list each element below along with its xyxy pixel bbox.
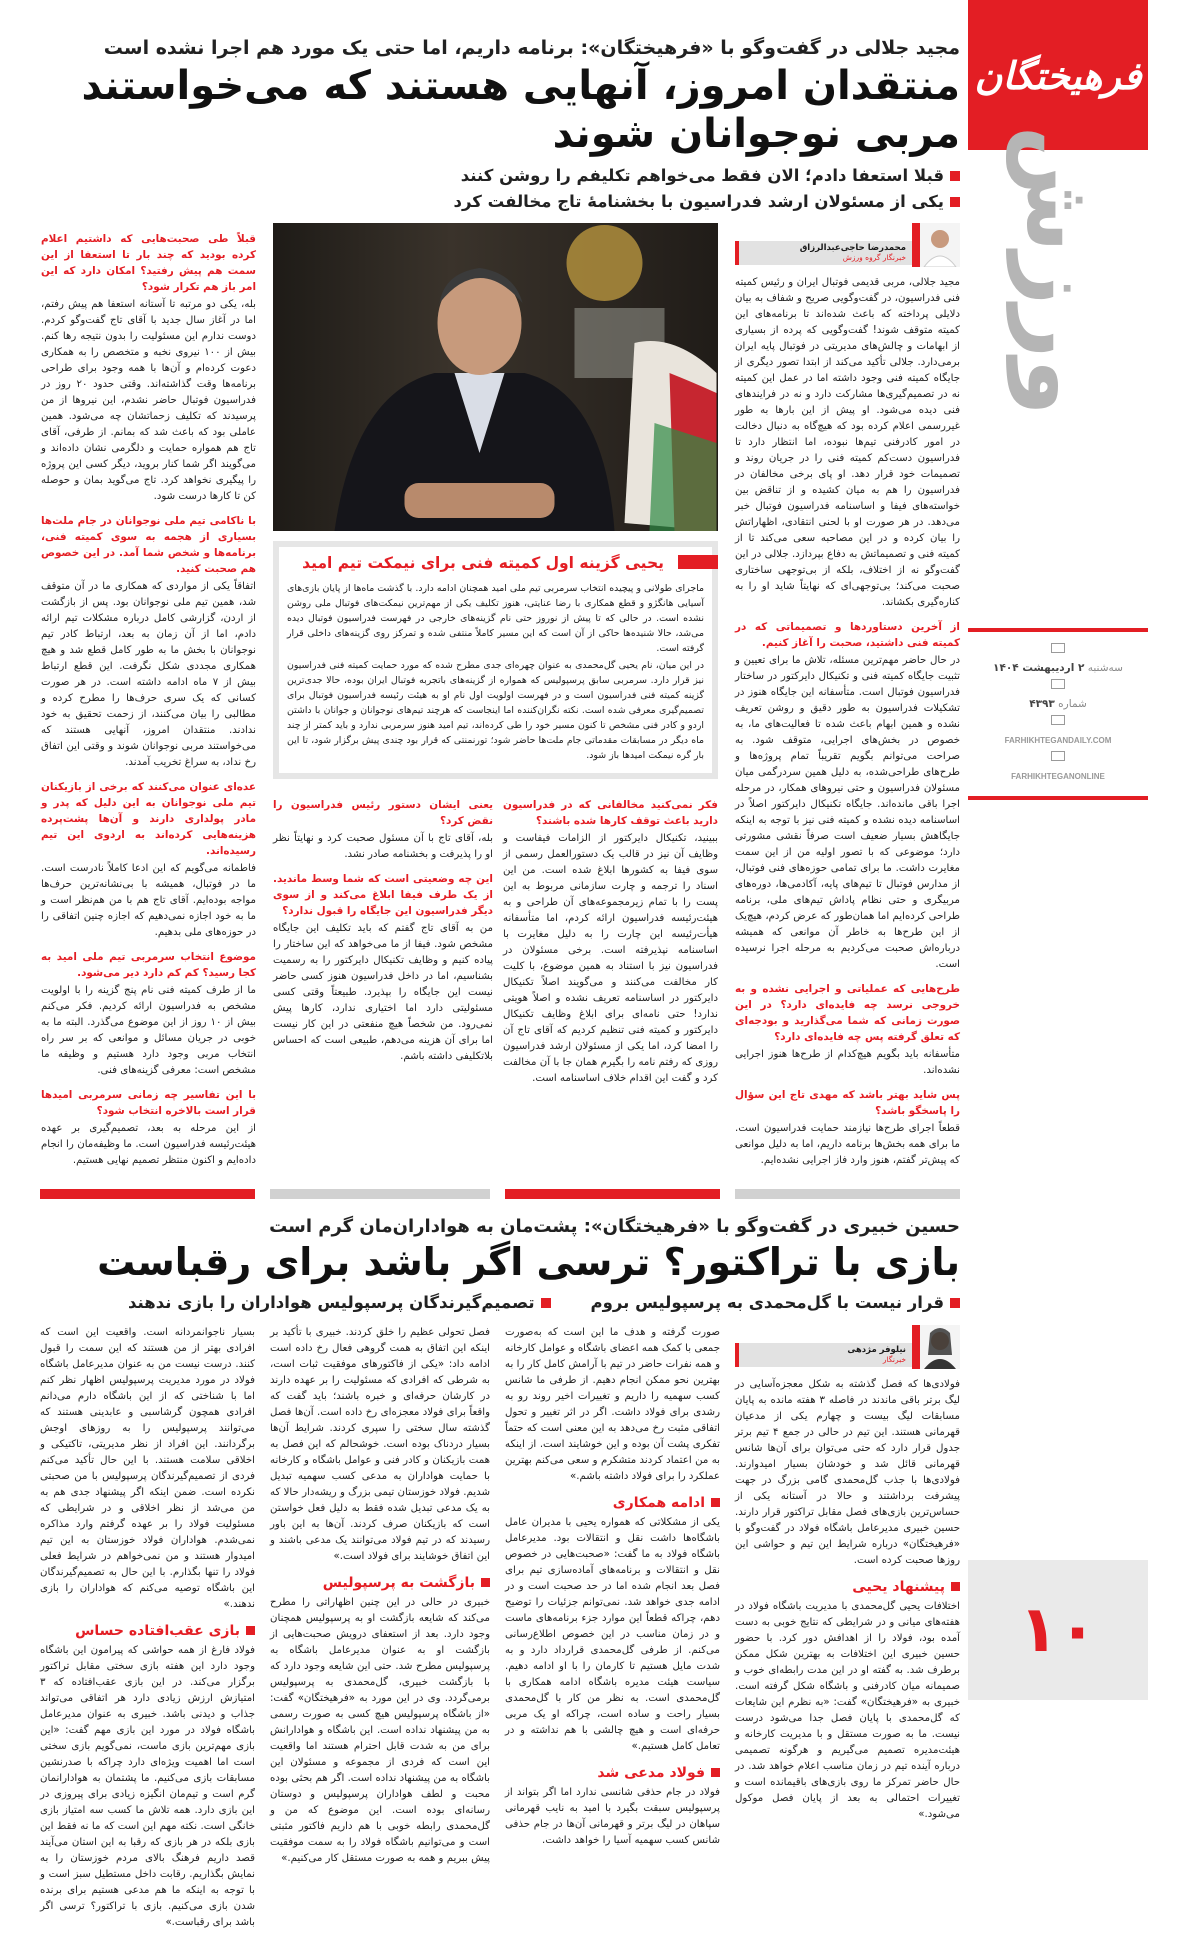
paragraph: فصل تحولی عظیم را خلق کردند. خبیری با تأکید بر اینکه این اتفاق به همت گروهی فعال رخ داده است ادامه داد: «یکی از فاکتورهای موفقیت ثبات است، به شرطی که افرادی که مسئولیت را بر عهده دارند در کارشان حرفه‌ای و خبره باشند؛ باید گفت که واقعاً برای فولاد معجزه‌ای رخ داده است. آن‌ها فصل گذشته سال سختی را سپری کردند. شرایط آن‌ها بسیار دردناک بوده است. خوشحالم که این فصل به همت بازیکنان و کادر فنی و عوامل باشگاه و کارخانه با حمایت هواداران به مدعی کسب سهمیه تبدیل شدیم. فولاد خوزستان تیمی بزرگ و ریشه‌دار حالا که به یک مدعی تبدیل شده فقط به دلیل فعل خواستن است که بازیکنان صرف کردند. آن‌ها به این باور رسیدند که در تیم فولاد می‌توانند یک مدعی باشند و این اتفاق خوشایند برای فولاد است.» (270, 1327, 490, 1563)
question: با ناکامی تیم ملی نوجوانان در جام ملت‌ها بسیاری از هجمه به سوی کمیته فنی، برنامه‌ها و شخص شما آمد. در این خصوص هم صحبت کنید. (41, 515, 256, 576)
website-link[interactable]: FARHIKHTEGANDAILY.COM (1004, 736, 1112, 745)
paragraph: در این میان، نام یحیی گل‌محمدی به عنوان چهره‌ای جدی مطرح شده که مورد حمایت کمیته فنی فدراسیون نیز قرار دارد. سرمربی سابق پرسپولیس که همواره از گزینه‌های باتجربه فوتبال ایران بوده، حالا جدی‌ترین گزینه کمیته فنی فدراسیون است و در فهرست اولویت اول نام او به هیئت رئیسه فدراسیون فوتبال برای تصمیم‌گیری معرفی شده است. نکته نگران‌کننده اما اینجاست که هرچند تیم‌های نوجوانان و جوانان با داشتن اردو و کادر فنی مشخص تا کنون مسیر خود را طی کرده‌اند، تیم امید هنوز سرمربی ندارد و باید کمتر از چند ماه دیگر در مسابقات مقدماتی جام ملت‌ها حاضر شود؛ تورنمنتی که قرار بود چندی پیش برگزار شود، تا این بار گره نیمکت امیدها باز شود. (287, 660, 704, 762)
article1-photo (273, 223, 718, 531)
paragraph: خبیری در حالی در این چنین اظهاراتی را مطرح می‌کند که شایعه بازگشت او به پرسپولیس همچنان وجود دارد. بعد از استعفای درویش صحبت‌هایی از بازگشت او به عنوان مدیرعامل باشگاه به پرسپولیس مطرح شد. حتی این شایعه وجود دارد که با بازگشت خبیری، گل‌محمدی به پرسپولیس برمی‌گردد. وی در این مورد به «فرهیختگان» گفت: «از باشگاه پرسپولیس هیچ کسی به صورت رسمی به من پیشنهاد نداده است. این باشگاه و هوادارانش برای من به شدت قابل احترام هستند اما واقعیت این است که فردی از مجموعه و مسئولان این باشگاه به من پیشنهاد نداده است. اگر هم بحثی بوده محبت و لطف هواداران پرسپولیس و دوستان رسانه‌ای بوده است. این موضوع که من و گل‌محمدی رابطه خوبی با هم داریم فاکتور مثبتی است و می‌توانیم باشگاه فولاد را به سمت موفقیت پیش ببریم و همه به صورت مستقل کار می‌کنیم.» (270, 1597, 490, 1865)
paragraph: مجید جلالی، مربی قدیمی فوتبال ایران و رئیس کمیته فنی فدراسیون، در گفت‌وگویی صریح و شفاف به بیان دلایلی پرداخته که باعث شده‌اند تا برنامه‌های این کمیته متوقف شوند! گفت‌وگویی که پرده از بسیاری از ابهامات و چالش‌های مدیریتی در فوتبال پایه ایران برمی‌دارد. جلالی تأکید می‌کند از ابتدا تصور دیگری از جایگاه کمیته فنی وجود داشته اما در عمل این کمیته نه در تصمیم‌گیری‌ها مشارکت دارد و نه در فرایندهای فنی دیده می‌شود. او پیش از این بارها به طور غیررسمی اعلام کرده بود که هیچ‌گاه به دنبال دخالت در امور کادرفنی تیم‌ها نبوده، اما انتظار دارد تا فدراسیون دست‌کم کمیته فنی را در جریان روند و تصمیمات خود قرار دهد. او پای برخی مخالفان در فدراسیون را هم به میان کشیده و از تناقض بین خواسته‌های فیفا و اساسنامه فدراسیون فوتبال خبر می‌دهد. در هر صورت او با لحنی انتقادی، اظهاراتش را بیان کرده و در این مصاحبه سعی می‌کند تا از کمیته فنی و تصمیماتش به دفاع بپردازد. جلالی در این گفت‌وگو نه از اختلاف، بلکه از بی‌توجهی ساختاری صحبت می‌کند؛ بی‌توجهی‌ای که نهایتاً شاید او را به کناره‌گیری بکشاند. (735, 277, 960, 609)
question: قبلاً طی صحبت‌هایی که داشتیم اعلام کرده بودید که چند بار تا استعفا از این سمت هم پیش رفتید؟ امکان دارد که این امر باز هم تکرار شود؟ (41, 233, 256, 294)
author-name: نیلوفر مژدهی (847, 1345, 906, 1356)
paragraph: یکی از مشکلاتی که همواره یحیی با مدیران عامل باشگاه‌ها داشت نقل و انتقالات بود. مدیرعامل باشگاه فولاد به ما گفت: «صحبت‌هایی در خصوص نقل و انتقالات و برنامه‌های آماده‌سازی تیم برای فصل بعد انجام شده اما در حد صحبت است و در ادامه جدی خواهد شد. نمی‌توانم جزئیات را توضیح دهم، چراکه قطعاً این موارد جزء برنامه‌های ماست و در زمان مناسب در این خصوص اطلاع‌رسانی می‌کنم. از طرفی گل‌محمدی قرارداد دارد و به شدت مایل هستیم تا کارمان را با او ادامه دهیم. سیاست هیئت مدیره باشگاه ادامه همکاری با گل‌محمدی است. به نظر من کار با گل‌محمدی بسیار راحت و ساده است، چراکه او یک مربی حرفه‌ای است و هیچ چالشی با هم نداشته و در تعامل کامل هستیم.» (505, 1517, 720, 1753)
article2-subheads (40, 1291, 960, 1315)
question: پس شاید بهتر باشد که مهدی تاج این سؤال را پاسخگو باشد؟ (735, 1089, 960, 1118)
issue-number: ۴۳۹۳ (1029, 698, 1055, 710)
article2-headline: بازی با تراکتور؟ ترسی اگر باشد برای رقباست (97, 1239, 960, 1284)
box-title: یحیی گزینه اول کمیته فنی برای نیمکت تیم امید (302, 554, 664, 573)
author-avatar (912, 223, 960, 267)
separator-bar (40, 1189, 255, 1199)
question: موضوع انتخاب سرمربی تیم ملی امید به کجا رسید؟ کم کم دارد دیر می‌شود. (41, 951, 256, 980)
date: ۲ اردیبهشت ۱۴۰۴ (993, 662, 1085, 674)
bullet-square-icon (541, 1298, 551, 1308)
logo-text: فرهیختگان (974, 52, 1142, 98)
page-number: ۱۰ (1018, 1593, 1098, 1667)
box-body (287, 581, 704, 763)
paragraph: اختلافات یحیی گل‌محمدی با مدیریت باشگاه فولاد در هفته‌های میانی و در شرایطی که نتایج خوبی به دست آمده بود، فولاد را از اهدافش دور کرد. با حضور حسین خبیری این اختلافات به بهترین شکل ممکن برطرف شد. به گفته او در این مدت رابطه‌ای خوب و صمیمانه میان کادرفنی و باشگاه شکل گرفته است. خبیری به «فرهیختگان» گفت: «به نظرم این شایعات که گل‌محمدی با پایان فصل جدا می‌شود درست نیست. ما به صورت مستقل و با مدیریت کارخانه و هیئت‌مدیره تصمیم می‌گیریم و هرگونه تصمیمی درباره آینده تیم در زمان مناسب اعلام خواهد شد. در حال حاضر تمرکز ما روی بازی‌های باقیمانده است و تغییرات احتمالی به بعد از پایان فصل موکول می‌شود.» (735, 1601, 960, 1821)
subheading: بازی عقب‌افتاده حساس (40, 1623, 255, 1639)
separator-bar (270, 1189, 490, 1199)
question: از آخرین دستاوردها و تصمیماتی که در کمیته فنی داشتید، صحبت را آغاز کنیم. (735, 621, 960, 650)
article2-subhead-2 (128, 1291, 551, 1315)
question: با این تفاسیر چه زمانی سرمربی امیدها قرار است بالاخره انتخاب شود؟ (41, 1089, 256, 1118)
paragraph: ماجرای طولانی و پیچیده انتخاب سرمربی تیم ملی امید همچنان ادامه دارد. با گذشت ماه‌ها از پایان بازی‌های آسیایی هانگژو و قطع همکاری با رضا عنایتی، هنوز تکلیف یکی از مهم‌ترین نیمکت‌های فوتبال ملی روشن نشده است. در حالی که تا پیش از نوروز حتی نام گزینه‌های خارجی در فهرست فدراسیون فوتبال دیده می‌شد، حالا شنیده‌ها حاکی از آن است که این مسیر کاملاً منتفی شده و تمرکز روی گزینه‌های داخلی قرار گرفته است. (287, 583, 704, 655)
article2-column-1 (735, 1377, 960, 1823)
paragraph: در حال حاضر مهم‌ترین مسئله، تلاش ما برای تعیین و تثبیت جایگاه کمیته فنی و تکنیکال دایرکتور در ساختار فدراسیون فوتبال است. متأسفانه این جایگاه هنوز در تشکیلات فدراسیون به طور دقیق و روشن تعریف نشده و همین ابهام باعث شده تا فعالیت‌های ما، به خصوص در بخش‌های اجرایی، متوقف شود. به صراحت می‌توانم بگویم تقریباً تمام پروژه‌ها و طرح‌های طراحی‌شده، به دلیل همین سردرگمی میان مسئولان فدراسیون و حتی نیروهای همکار، در مرحله اجرا باقی مانده‌اند. جایگاه تکنیکال دایرکتور اصلاً در اساسنامه دیده نشده و کمیته فنی نیز با توجه به اینکه جایگاهش بسیار ضعیف است صرفاً نقشی مشورتی دارد؛ موضوعی که با تصور اولیه من از این سمت مغایرت داشت. ما برای تمامی حوزه‌های فنی فوتبال، از مدارس فوتبال تا تیم‌های پایه، آکادمی‌ها، دوره‌های مربیگری و حتی نظام پاداش تیم‌های ملی، برنامه طراحی کرده‌ایم اما همان‌طور که عرض کردم، هیچ‌یک از این طرح‌ها به خاطر آن موانعی که همیشه درباره‌اش صحبت می‌کردیم به مرحله اجرا نرسیده است. (735, 655, 960, 971)
article1-column-mid-left (273, 789, 493, 1089)
article1-author (735, 223, 960, 267)
article2-column-3 (270, 1325, 490, 1869)
paragraph: ببینید، تکنیکال دایرکتور از الزامات فیفاست و وظایف آن نیز در قالب یک دستورالعمل رسمی از سوی فیفا به کشورها ابلاغ شده است. من این اسناد را ترجمه و چارت سازمانی مربوط به این پست را با تمام زیرمجموعه‌های آن طراحی و به هیئت‌رئیسه فدراسیون ارائه کردم، اما متأسفانه هیأت‌رئیسه این چارت را به دلیل مغایرت با اساسنامه نپذیرفته است. برخی مسئولان در فدراسیون نیز با استناد به همین موضوع، با کلیت کار مخالفت می‌کنند و می‌گویند اصلاً تکنیکال دایرکتور در اساسنامه تعریف نشده و اصلاً هویتی ندارد! حتی نامه‌ای برای ابلاغ وظایف تکنیکال دایرکتور و کمیته فنی تنظیم کردیم که آقای تاج آن را امضا کرد، اما یکی از مسئولان ارشد فدراسیون روزی که رفتم نامه را بگیرم همان جا با آن مخالفت کرد و گفت این اقدام خلاف اساسنامه است. (503, 833, 718, 1085)
separator-row (40, 1189, 960, 1199)
paragraph: ما از طرف کمیته فنی نام پنج گزینه را با اولویت مشخص به فدراسیون ارائه کردیم. فکر می‌کنم بیش از ۱۰ روز از این موضوع می‌گذرد. البته ما به خوبی در جریان مسائل و موانعی که بر سر راه انتخاب مربی وجود دارد هستیم و وظیفه ما مشخص است: معرفی گزینه‌های فنی. (41, 985, 257, 1077)
section-label: ورزش (1006, 124, 1114, 416)
bullet-square-icon (950, 171, 960, 181)
question: عده‌ای عنوان می‌کنند که برخی از بازیکنان تیم ملی نوجوانان به این دلیل که پدر و مادر پولداری دارند و آن‌ها پشت‌پرده هزینه‌هایی کرده‌اند به اردوی این تیم رسیده‌اند. (41, 781, 256, 858)
calendar-icon (1051, 643, 1065, 653)
article1-column-mid-right (503, 789, 718, 1089)
author-avatar (912, 1325, 960, 1369)
divider (968, 796, 1148, 800)
separator-bar (505, 1189, 720, 1199)
subheading: ادامه همکاری (505, 1495, 720, 1511)
paragraph: فولاد فارغ از همه حواشی که پیرامون این باشگاه وجود دارد این هفته بازی سختی مقابل تراکتور برگزار می‌کند. در این بازی عقب‌افتاده که ۳ امتیازش ارزش زیادی دارد هر اتفاقی می‌تواند جذاب و دیدنی باشد. خبیری به عنوان مدیرعامل باشگاه فولاد در مورد این بازی مهم گفت: «این بازی مهم‌ترین بازی ماست، نمی‌گویم بازی سختی است اما اهمیت ویژه‌ای دارد چراکه با صدرنشین مسابقات بازی می‌کنیم. ما پشتمان به هوادارانمان گرم است و تیم‌مان انگیزه زیادی برای پیروزی در این بازی دارد. همه تلاش ما کسب سه امتیاز بازی خانگی است. نکته مهم این است که ما نه فقط این بازی بلکه در هر بازی که رقبا به این استان می‌آیند قصد داریم فرهنگ بالای مردم خوزستان را به نمایش بگذاریم. رقابت داخل مستطیل سبز است و با توجه به اینکه ما هم مدعی هستیم برای برنده شدن بازی می‌کنیم. بازی با تراکتور؟ ترسی اگر باشد برای رقباست.» (40, 1645, 255, 1929)
social-icon (1051, 751, 1065, 761)
author-name: محمدرضا حاجی‌عبدالرزاق (799, 243, 906, 254)
subheading: بازگشت به پرسپولیس (270, 1575, 490, 1591)
globe-icon (1051, 715, 1065, 725)
article1-column-left (41, 223, 256, 1171)
issue-info (968, 640, 1148, 784)
question: یعنی ایشان دستور رئیس فدراسیون را نقض کرد؟ (273, 799, 493, 828)
red-tab (678, 555, 718, 569)
article1-subhead-1 (461, 164, 960, 188)
question: این چه وضعیتی است که شما وسط ماندید. از یک طرف فیفا ابلاغ می‌کند و از سوی دیگر فدراسیون این جایگاه را قبول ندارد؟ (273, 873, 493, 918)
question: فکر نمی‌کنید مخالفانی که در فدراسیون دارید باعث توقف کارها شده باشند؟ (503, 799, 718, 828)
date-day: سه‌شنبه (1087, 662, 1123, 674)
article1-body (40, 223, 960, 1171)
subheading: فولاد مدعی شد (505, 1765, 720, 1781)
paragraph: فاطمانه می‌گویم که این ادعا کاملاً نادرست است. ما در فوتبال، همیشه با بی‌نشانه‌ترین حرف‌ها مواجه بوده‌ایم. آقای تاج هم با من هم‌نظر است و ما به خود اجازه نمی‌دهیم که اجازه چنین اتفاقی را در حوزه‌های ملی بدهیم. (41, 863, 256, 939)
paragraph: فولادی‌ها که فصل گذشته به شکل معجزه‌آسایی در لیگ برتر باقی ماندند در فاصله ۳ هفته مانده به پایان مسابقات لیگ بیست و چهارم یکی از مدعیان قهرمانی هستند. این تیم در حالی در جمع ۴ تیم برتر جدول قرار دارد که حتی می‌توان برای آن‌ها شانس قهرمانی قائل شد و خودشان بسیار امیدوارند. فولادی‌ها با جذب گل‌محمدی گامی بزرگ در جهت پیشرفت برداشتند و حالا در آستانه یکی از حساس‌ترین بازی‌های فصل مقابل تراکتور قرار دارند. حسین خبیری مدیرعامل باشگاه فولاد در گفت‌وگو با «فرهیختگان» درباره شرایط این تیم و حواشی این روزها صحبت کرده است. (735, 1379, 960, 1567)
paragraph: قطعاً اجرای طرح‌ها نیازمند حمایت فدراسیون است. ما برای همه بخش‌ها برنامه داریم، اما به دلیل موانعی که پیش‌تر گفتم، هنوز وارد فاز اجرایی نشده‌ایم. (735, 1123, 960, 1167)
article2-body (40, 1325, 960, 1933)
subhead-text: قبلا استعفا دادم؛ الان فقط می‌خواهم تکلیفم را روشن کنند (460, 165, 944, 185)
author-role: خبرنگار گروه ورزش (842, 253, 906, 263)
issue-icon (1051, 679, 1065, 689)
article2-subhead-1 (591, 1291, 960, 1315)
article1-kicker: مجید جلالی در گفت‌وگو با «فرهیختگان»: برنامه داریم، اما حتی یک مورد هم اجرا نشده است (103, 37, 960, 59)
divider (968, 628, 1148, 632)
paragraph: فولاد در جام حذفی شانسی ندارد اما اگر بتواند از پرسپولیس سبقت بگیرد با امید به نایب قهرمانی سپاهان در لیگ برتر و قهرمانی آن‌ها در جام حذفی شانس کسب سهمیه آسیا را خواهد داشت. (505, 1787, 720, 1847)
subhead-text: یکی از مسئولان ارشد فدراسیون با بخشنامهٔ تاج مخالفت کرد (453, 191, 944, 211)
separator-bar (735, 1189, 960, 1199)
page-number-box (968, 1560, 1148, 1700)
article2-kicker: حسین خبیری در گفت‌وگو با «فرهیختگان»: پشت‌مان به هواداران‌مان گرم است (269, 1216, 960, 1238)
article2-column-1-wrap (735, 1325, 960, 1825)
article1-headline: منتقدان امروز، آنهایی هستند که می‌خواستند مربی نوجوانان شوند (81, 62, 960, 157)
article2-column-4 (40, 1325, 255, 1933)
paragraph: صورت گرفته و هدف ما این است که به‌صورت جمعی با کمک همه اعضای باشگاه و عوامل کارخانه و همه نفرات حاضر در تیم با آرامش کامل کار را به بهترین نحو ممکن انجام دهیم. از طرفی ما شانس کسب سهمیه را داریم و تغییرات اخیر روند رو به رشدی برای فولاد داشت. اگر در اثر تغییر و تحول اتفاقی مثبت رخ می‌دهد به این معنی است که حتماً تفکری پشت آن بوده و این خوشایند است. از اینکه به من اعتماد کردند متشکرم و سعی می‌کنم بهترین عملکرد را برای فولاد داشته باشم.» (505, 1327, 720, 1483)
author-role: خبرنگار (882, 1355, 906, 1365)
bullet-square-icon (950, 1298, 960, 1308)
article1-subheads (40, 164, 960, 214)
bullet-square-icon (950, 197, 960, 207)
paragraph: اتفاقاً یکی از مواردی که همکاری ما در آن متوقف شد، همین تیم ملی نوجوانان بود. پس از بازگشت از اردن، گزارشی کامل درباره مشکلات تیم ارائه دادم، اما از آن زمان به بعد، ارتباط کادر تیم نوجوانان با بخش ما به طور کامل قطع شد و هیچ همکاری مجددی شکل نگرفت. این قطع ارتباط بیش از ۷ ماه ادامه داشته است. در هر صورت کسانی که یک سری حرف‌ها را مطرح کرده و مطالبی را بیان می‌کنند، از زحمت تحقیق به خود ندادند. منتقدان امروز، آنهایی هستند که می‌خواستند مربی نوجوانان شوند و وقتی این اتفاق رخ نداد، به سراغ تخریب آمدند. (41, 581, 257, 769)
issue-label: شماره (1058, 698, 1087, 710)
subhead-text: تصمیم‌گیرندگان پرسپولیس هواداران را بازی ندهند (128, 1293, 535, 1313)
article1-middle-columns (273, 789, 718, 1089)
social-handle[interactable]: FARHIKHTEGANONLINE (1011, 772, 1105, 781)
subhead-text: قرار نیست با گل‌محمدی به پرسپولیس بروم (590, 1293, 944, 1313)
section-title (985, 124, 1135, 416)
article2-author (735, 1325, 960, 1369)
paragraph: بله، یکی دو مرتبه تا آستانه استعفا هم پیش رفتم، اما در آغاز سال جدید با آقای تاج گفت‌وگو کردم. دوست ندارم این مسئولیت را بدون نتیجه رها کنم. بیش از ۱۰۰ نیروی نخبه و متخصص را به همکاری دعوت کرده‌ام و آن‌ها با همه وجود برای طراحی برنامه‌ها وقت گذاشته‌اند. وقتی حدود ۲۰ روز در فدراسیون فوتبال حاضر نشدم، این نیروها از من پرسیدند که تکلیف زحماتشان چه می‌شود. همین عاملی بود که باعث شد که بمانم. از طرفی، آقای تاج هم همواره حمایت و دلگرمی نشان داده‌اند و می‌گویند اگر شما کنار بروید، دیگر کسی این پروژه را پیگیری نخواهد کرد. تاج می‌گوید بمان و حوصله کن تا کارها درست شود. (41, 299, 256, 503)
subheading: پیشنهاد یحیی (735, 1579, 960, 1595)
article1-middle (273, 223, 718, 1089)
article1-column-right (735, 275, 960, 1169)
paragraph: من به آقای تاج گفتم که باید تکلیف این جایگاه مشخص شود. فیفا از ما می‌خواهد که این ساختار را پیاده کنیم و وظایف تکنیکال دایرکتور را به رسمیت بشناسیم، اما در داخل فدراسیون هنوز کسی حاضر نیست این جایگاه را بپذیرد. طبیعتاً وقتی کسی مسئولیتی دارد اما اختیاری ندارد، کارها پیش نمی‌رود. من شخصاً هیچ منفعتی در این کار نیست اما برای آن هزینه می‌دهم، طبیعی است که احساس بلاتکلیفی داشته باشم. (273, 923, 493, 1063)
paragraph: بسیار ناجوانمردانه است. واقعیت این است که افرادی بهتر از من هستند که این سمت را قبول کنند. درست نیست من به عنوان مدیرعامل باشگاه فولاد در مورد مدیریت پرسپولیس اظهار نظر کنم اما با شناختی که از این باشگاه دارم می‌دانم افرادی همچون گرشاسبی و عابدینی هستند که می‌توانند پرسپولیس را به روزهای اوجش برگردانند. این افراد از نظر مدیریتی، تاکتیکی و اخلاقی سلامت هستند. با این حال تأکید می‌کنم فردی از تصمیم‌گیرندگان پرسپولیس با من صحبتی نکرده است. ضمن اینکه اگر پیشنهاد جدی هم به من می‌شد از نظر اخلاقی و در شرایطی که مسئولیت فولاد را بر عهده گرفتم وارد مذاکره نمی‌شدم. هواداران فولاد خوزستان به این تیم امیدوار هستند و من نمی‌خواهم در شرایط فعلی فولاد را تنها بگذارم. با این حال به تصمیم‌گیرندگان این باشگاه توصیه می‌کنم که هواداران را بازی ندهند.» (40, 1327, 255, 1611)
main-content (40, 36, 960, 1933)
article1-right-column-wrap (735, 223, 960, 1171)
article1-subhead-2 (454, 190, 960, 214)
paragraph: متأسفانه باید بگویم هیچ‌کدام از طرح‌ها هنوز اجرایی نشده‌اند. (735, 1049, 960, 1077)
paragraph: بله، آقای تاج با آن مسئول صحبت کرد و نهایتاً نظر او را پذیرفت و بخشنامه صادر نشد. (273, 833, 493, 861)
paragraph: از این مرحله به بعد، تصمیم‌گیری بر عهده هیئت‌رئیسه فدراسیون است. ما وظیفه‌مان را انجام داده‌ایم و اکنون منتظر تصمیم نهایی هستیم. (41, 1123, 256, 1167)
article2-column-2 (505, 1325, 720, 1851)
sidebar-box (273, 541, 718, 779)
question: طرح‌هایی که عملیاتی و اجرایی نشده و به خروجی نرسد چه فایده‌ای دارد؟ در این صورت زمانی که شما می‌گذارید و بودجه‌ای که تعلق گرفته پس چه فایده‌ای دارد؟ (735, 983, 960, 1044)
